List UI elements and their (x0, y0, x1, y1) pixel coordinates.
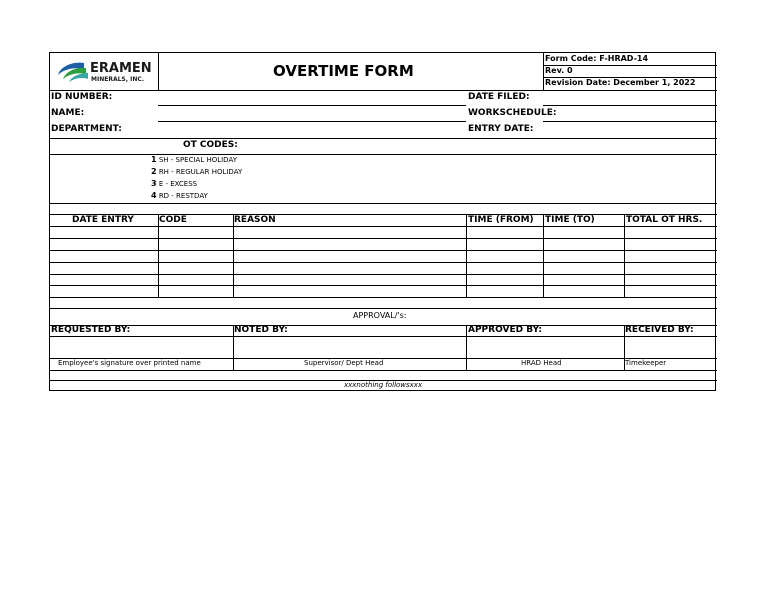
table-row[interactable] (50, 285, 717, 286)
ot-code-item: 4 RD - RESTDAY (151, 191, 208, 200)
form-title: OVERTIME FORM (273, 62, 414, 80)
date-filed-label: DATE FILED: (468, 92, 530, 102)
entry-date-label: ENTRY DATE: (468, 124, 534, 134)
form-code: Form Code: F-HRAD-14 (545, 54, 649, 63)
requested-caption: Employee's signature over printed name (58, 359, 201, 367)
company-name: ERAMEN (90, 61, 152, 76)
id-number-label: ID NUMBER: (51, 92, 113, 102)
date-filed-field[interactable] (543, 105, 717, 106)
id-number-field[interactable] (158, 105, 466, 106)
received-by-label: RECEIVED BY: (625, 325, 694, 335)
noted-by-label: NOTED BY: (234, 325, 288, 335)
noted-caption: Supervisor/ Dept Head (304, 359, 384, 367)
work-schedule-field[interactable] (543, 121, 717, 122)
approval-title: APPROVAL/'s: (353, 311, 407, 320)
col-date-entry: DATE ENTRY (72, 215, 134, 225)
table-row[interactable] (50, 262, 717, 263)
revision-date: Revision Date: December 1, 2022 (545, 78, 696, 87)
table-row[interactable] (50, 238, 717, 239)
work-schedule-label: WORKSCHEDULE: (468, 108, 557, 118)
name-label: NAME: (51, 108, 85, 118)
company-subtitle: MINERALS, INC. (91, 76, 145, 83)
ot-codes-title: OT CODES: (183, 140, 238, 150)
revision: Rev. 0 (545, 66, 573, 75)
table-row[interactable] (50, 274, 717, 275)
col-reason: REASON (234, 215, 276, 225)
department-label: DEPARTMENT: (51, 124, 122, 134)
table-row[interactable] (50, 297, 717, 298)
ot-code-item: 3 E - EXCESS (151, 179, 198, 188)
col-code: CODE (159, 215, 187, 225)
approved-caption: HRAD Head (521, 359, 562, 367)
col-time-from: TIME (FROM) (468, 215, 534, 225)
overtime-form (49, 52, 716, 391)
approved-by-label: APPROVED BY: (468, 325, 542, 335)
requested-by-label: REQUESTED BY: (51, 325, 131, 335)
received-caption: Timekeeper (625, 359, 667, 367)
ot-code-item: 1 SH - SPECIAL HOLIDAY (151, 155, 237, 164)
name-field[interactable] (158, 121, 466, 122)
table-row[interactable] (50, 250, 717, 251)
ot-code-item: 2 RH - REGULAR HOLIDAY (151, 167, 243, 176)
eramen-logo-icon (54, 59, 94, 85)
col-total-ot-hrs: TOTAL OT HRS. (626, 215, 703, 225)
nothing-follows-note: xxxnothing followsxxx (344, 381, 423, 389)
company-logo (54, 59, 154, 85)
col-time-to: TIME (TO) (545, 215, 595, 225)
